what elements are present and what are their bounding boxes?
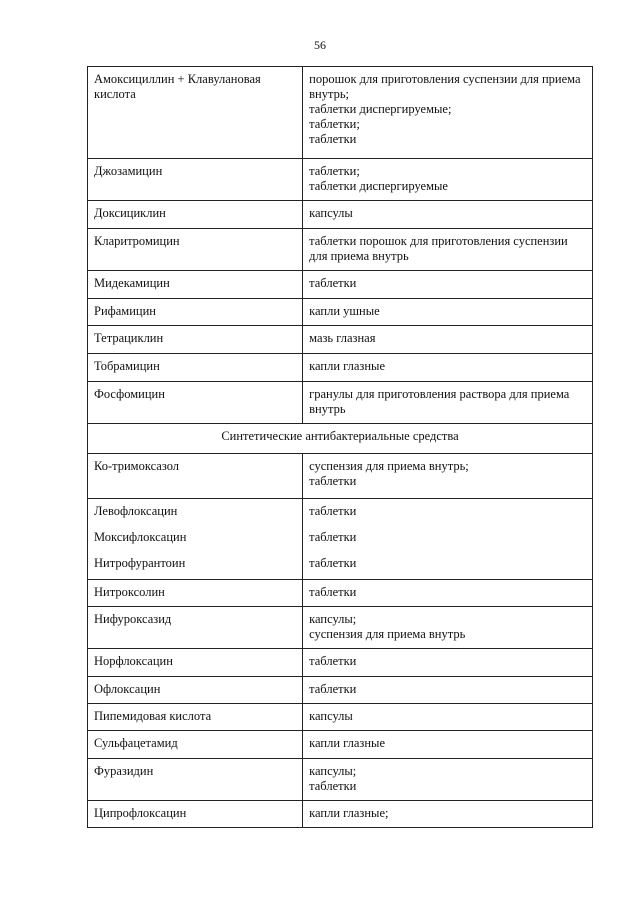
dosage-form-line: капсулы; [309,611,357,626]
dosage-form-cell [303,454,593,499]
table-row [88,551,593,579]
dosage-form-line: таблетки [309,276,357,290]
dosage-form-line: порошок для приготовления суспензии для приема внутрь; [309,72,581,101]
dosage-form-cell [303,579,593,606]
drug-name-cell: Ципрофлоксацин [88,800,303,827]
table-row [88,354,593,382]
dosage-form-cell [303,551,593,579]
table-body-part-2 [88,454,593,828]
dosage-form-cell [303,758,593,800]
dosage-form-line: таблетки порошок для приготовления суспензии для приема внутрь [309,234,568,263]
dosage-form-line: мазь глазная [309,331,376,345]
table-row [88,703,593,730]
drug-name-cell: Нитрофурантоин [88,551,303,579]
dosage-form-line: капсулы [309,206,353,220]
section-row [88,424,593,454]
drug-name-cell: Фуразидин [88,758,303,800]
page-number: 56 [314,38,326,52]
dosage-form-line: таблетки [309,530,357,544]
dosage-form-line: таблетки; [309,117,360,131]
table-row [88,800,593,827]
dosage-form-line: капли ушные [309,304,380,318]
dosage-form-line: таблетки [309,556,357,570]
drug-name-cell: Джозамицин [88,159,303,201]
dosage-form-cell [303,648,593,676]
drug-name-cell: Кларитромицин [88,229,303,271]
dosage-form-line: суспензия для приема внутрь [309,626,466,641]
table-row [88,454,593,499]
table-row [88,579,593,606]
dosage-form-line: таблетки; [309,164,360,178]
drug-name-cell: Тобрамицин [88,354,303,382]
dosage-form-line: таблетки [309,584,357,599]
dosage-form-line: гранулы для приготовления раствора для приема внутрь [309,387,570,416]
dosage-form-line: таблетки [309,681,357,696]
drug-name-cell: Фосфомицин [88,382,303,424]
section-heading: Синтетические антибактериальные средства [88,424,593,454]
dosage-form-line: капли глазные; [309,805,389,820]
table-row [88,499,593,526]
table-row [88,229,593,271]
dosage-form-cell [303,676,593,703]
dosage-form-line: таблетки [309,504,357,518]
dosage-form-line: капли глазные [309,735,385,750]
table-row [88,299,593,326]
drug-name-cell: Мидекамицин [88,271,303,299]
drug-name-cell: Нифуроксазид [88,606,303,648]
dosage-form-cell [303,525,593,551]
dosage-form-line: таблетки [309,474,357,488]
dosage-form-line: таблетки [309,132,357,146]
drug-forms-table [87,66,593,828]
dosage-form-cell [303,703,593,730]
dosage-form-cell [303,499,593,526]
table-row [88,606,593,648]
table-body-part-1 [88,67,593,424]
dosage-form-cell [303,201,593,229]
table-row [88,525,593,551]
drug-name-cell: Левофлоксацин [88,499,303,526]
table-row [88,159,593,201]
drug-name-cell: Рифамицин [88,299,303,326]
dosage-form-cell [303,67,593,159]
dosage-form-line: суспензия для приема внутрь; [309,459,469,473]
dosage-form-cell [303,800,593,827]
dosage-form-cell [303,382,593,424]
dosage-form-line: капсулы [309,708,353,723]
table-row [88,382,593,424]
dosage-form-line: таблетки [309,778,357,793]
drug-name-cell: Сульфацетамид [88,730,303,758]
drug-name-cell: Норфлоксацин [88,648,303,676]
dosage-form-cell [303,299,593,326]
drug-name-cell: Пипемидовая кислота [88,703,303,730]
table-row [88,730,593,758]
dosage-form-cell [303,606,593,648]
dosage-form-cell [303,730,593,758]
table-row [88,326,593,354]
dosage-form-cell [303,354,593,382]
drug-name-cell: Ко-тримоксазол [88,454,303,499]
drug-name-cell: Моксифлоксацин [88,525,303,551]
dosage-form-cell [303,159,593,201]
dosage-form-line: капли глазные [309,359,385,373]
table-row [88,271,593,299]
dosage-form-cell [303,326,593,354]
dosage-form-line: таблетки диспергируемые; [309,102,452,116]
dosage-form-line: капсулы; [309,763,357,778]
drug-name-cell: Амоксициллин + Клавулановая кислота [88,67,303,159]
table-row [88,201,593,229]
drug-name-cell: Тетрациклин [88,326,303,354]
table-row [88,676,593,703]
dosage-form-line: таблетки [309,653,357,668]
drug-name-cell: Нитроксолин [88,579,303,606]
table-row [88,648,593,676]
dosage-form-cell [303,229,593,271]
dosage-form-line: таблетки диспергируемые [309,179,448,193]
drug-name-cell: Офлоксацин [88,676,303,703]
section-row-group [88,424,593,454]
drug-name-cell: Доксициклин [88,201,303,229]
dosage-form-cell [303,271,593,299]
table-row [88,67,593,159]
table-row [88,758,593,800]
